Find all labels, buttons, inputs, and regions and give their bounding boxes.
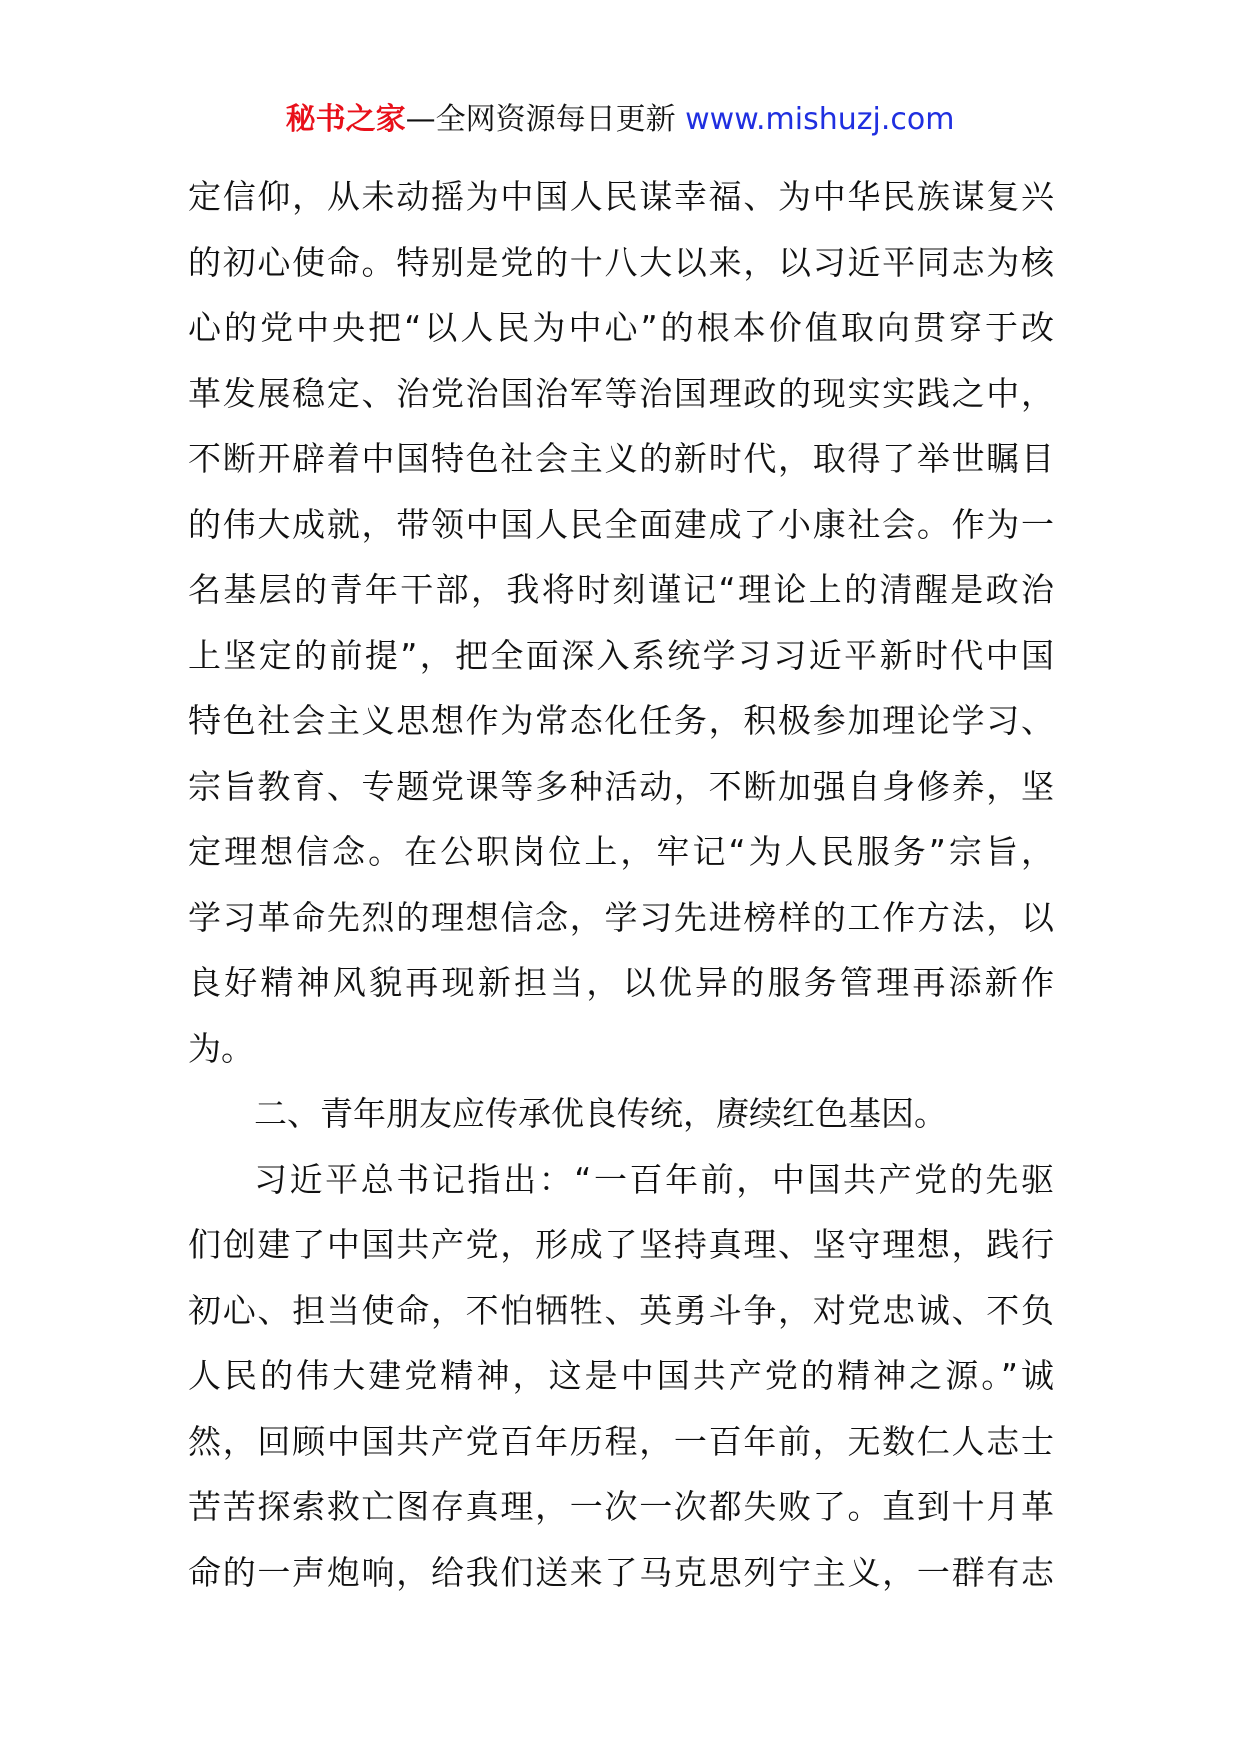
section-heading: 二、青年朋友应传承优良传统，赓续红色基因。	[254, 1094, 947, 1133]
text-line: 不断开辟着中国特色社会主义的新时代，取得了举世瞩目	[188, 439, 1054, 478]
text-line: 宗旨教育、专题党课等多种活动，不断加强自身修养，坚	[188, 766, 1054, 806]
text-line: 的初心使命。特别是党的十八大以来，以习近平同志为核	[188, 242, 1054, 282]
text-line: 革发展稳定、治党治国治军等治国理政的现实实践之中，	[188, 373, 1054, 413]
text-line: 苦苦探索救亡图存真理，一次一次都失败了。直到十月革	[188, 1487, 1054, 1526]
text-line: 然，回顾中国共产党百年历程，一百年前，无数仁人志士	[188, 1421, 1054, 1461]
website-link[interactable]: www.mishuzj.com	[685, 102, 955, 137]
text-line: 良好精神风貌再现新担当，以优异的服务管理再添新作	[188, 963, 1054, 1002]
text-line: 为。	[188, 1028, 254, 1068]
text-line: 人民的伟大建党精神，这是中国共产党的精神之源。”诚	[188, 1356, 1054, 1395]
text-line: 命的一声炮响，给我们送来了马克思列宁主义，一群有志	[188, 1552, 1054, 1592]
text-line: 定信仰，从未动摇为中国人民谋幸福、为中华民族谋复兴	[188, 177, 1054, 216]
text-line: 们创建了中国共产党，形成了坚持真理、坚守理想，践行	[188, 1225, 1054, 1264]
text-line: 学习革命先烈的理想信念，学习先进榜样的工作方法，以	[188, 897, 1054, 937]
text-line: 习近平总书记指出：“一百年前，中国共产党的先驱	[254, 1159, 1054, 1199]
text-line: 定理想信念。在公职岗位上，牢记“为人民服务”宗旨，	[188, 832, 1054, 871]
brand-name: 秘书之家	[285, 102, 406, 137]
page-header	[0, 98, 1240, 142]
text-line: 名基层的青年干部，我将时刻谨记“理论上的清醒是政治	[188, 570, 1054, 609]
text-line: 心的党中央把“以人民为中心”的根本价值取向贯穿于改	[188, 308, 1054, 347]
header-tagline: —全网资源每日更新	[405, 102, 676, 137]
text-line: 上坚定的前提”，把全面深入系统学习习近平新时代中国	[188, 635, 1054, 675]
document-body	[188, 164, 1054, 1605]
text-line: 特色社会主义思想作为常态化任务，积极参加理论学习、	[188, 701, 1054, 740]
text-line: 初心、担当使命，不怕牺牲、英勇斗争，对党忠诚、不负	[188, 1290, 1054, 1330]
text-line: 的伟大成就，带领中国人民全面建成了小康社会。作为一	[188, 504, 1054, 544]
